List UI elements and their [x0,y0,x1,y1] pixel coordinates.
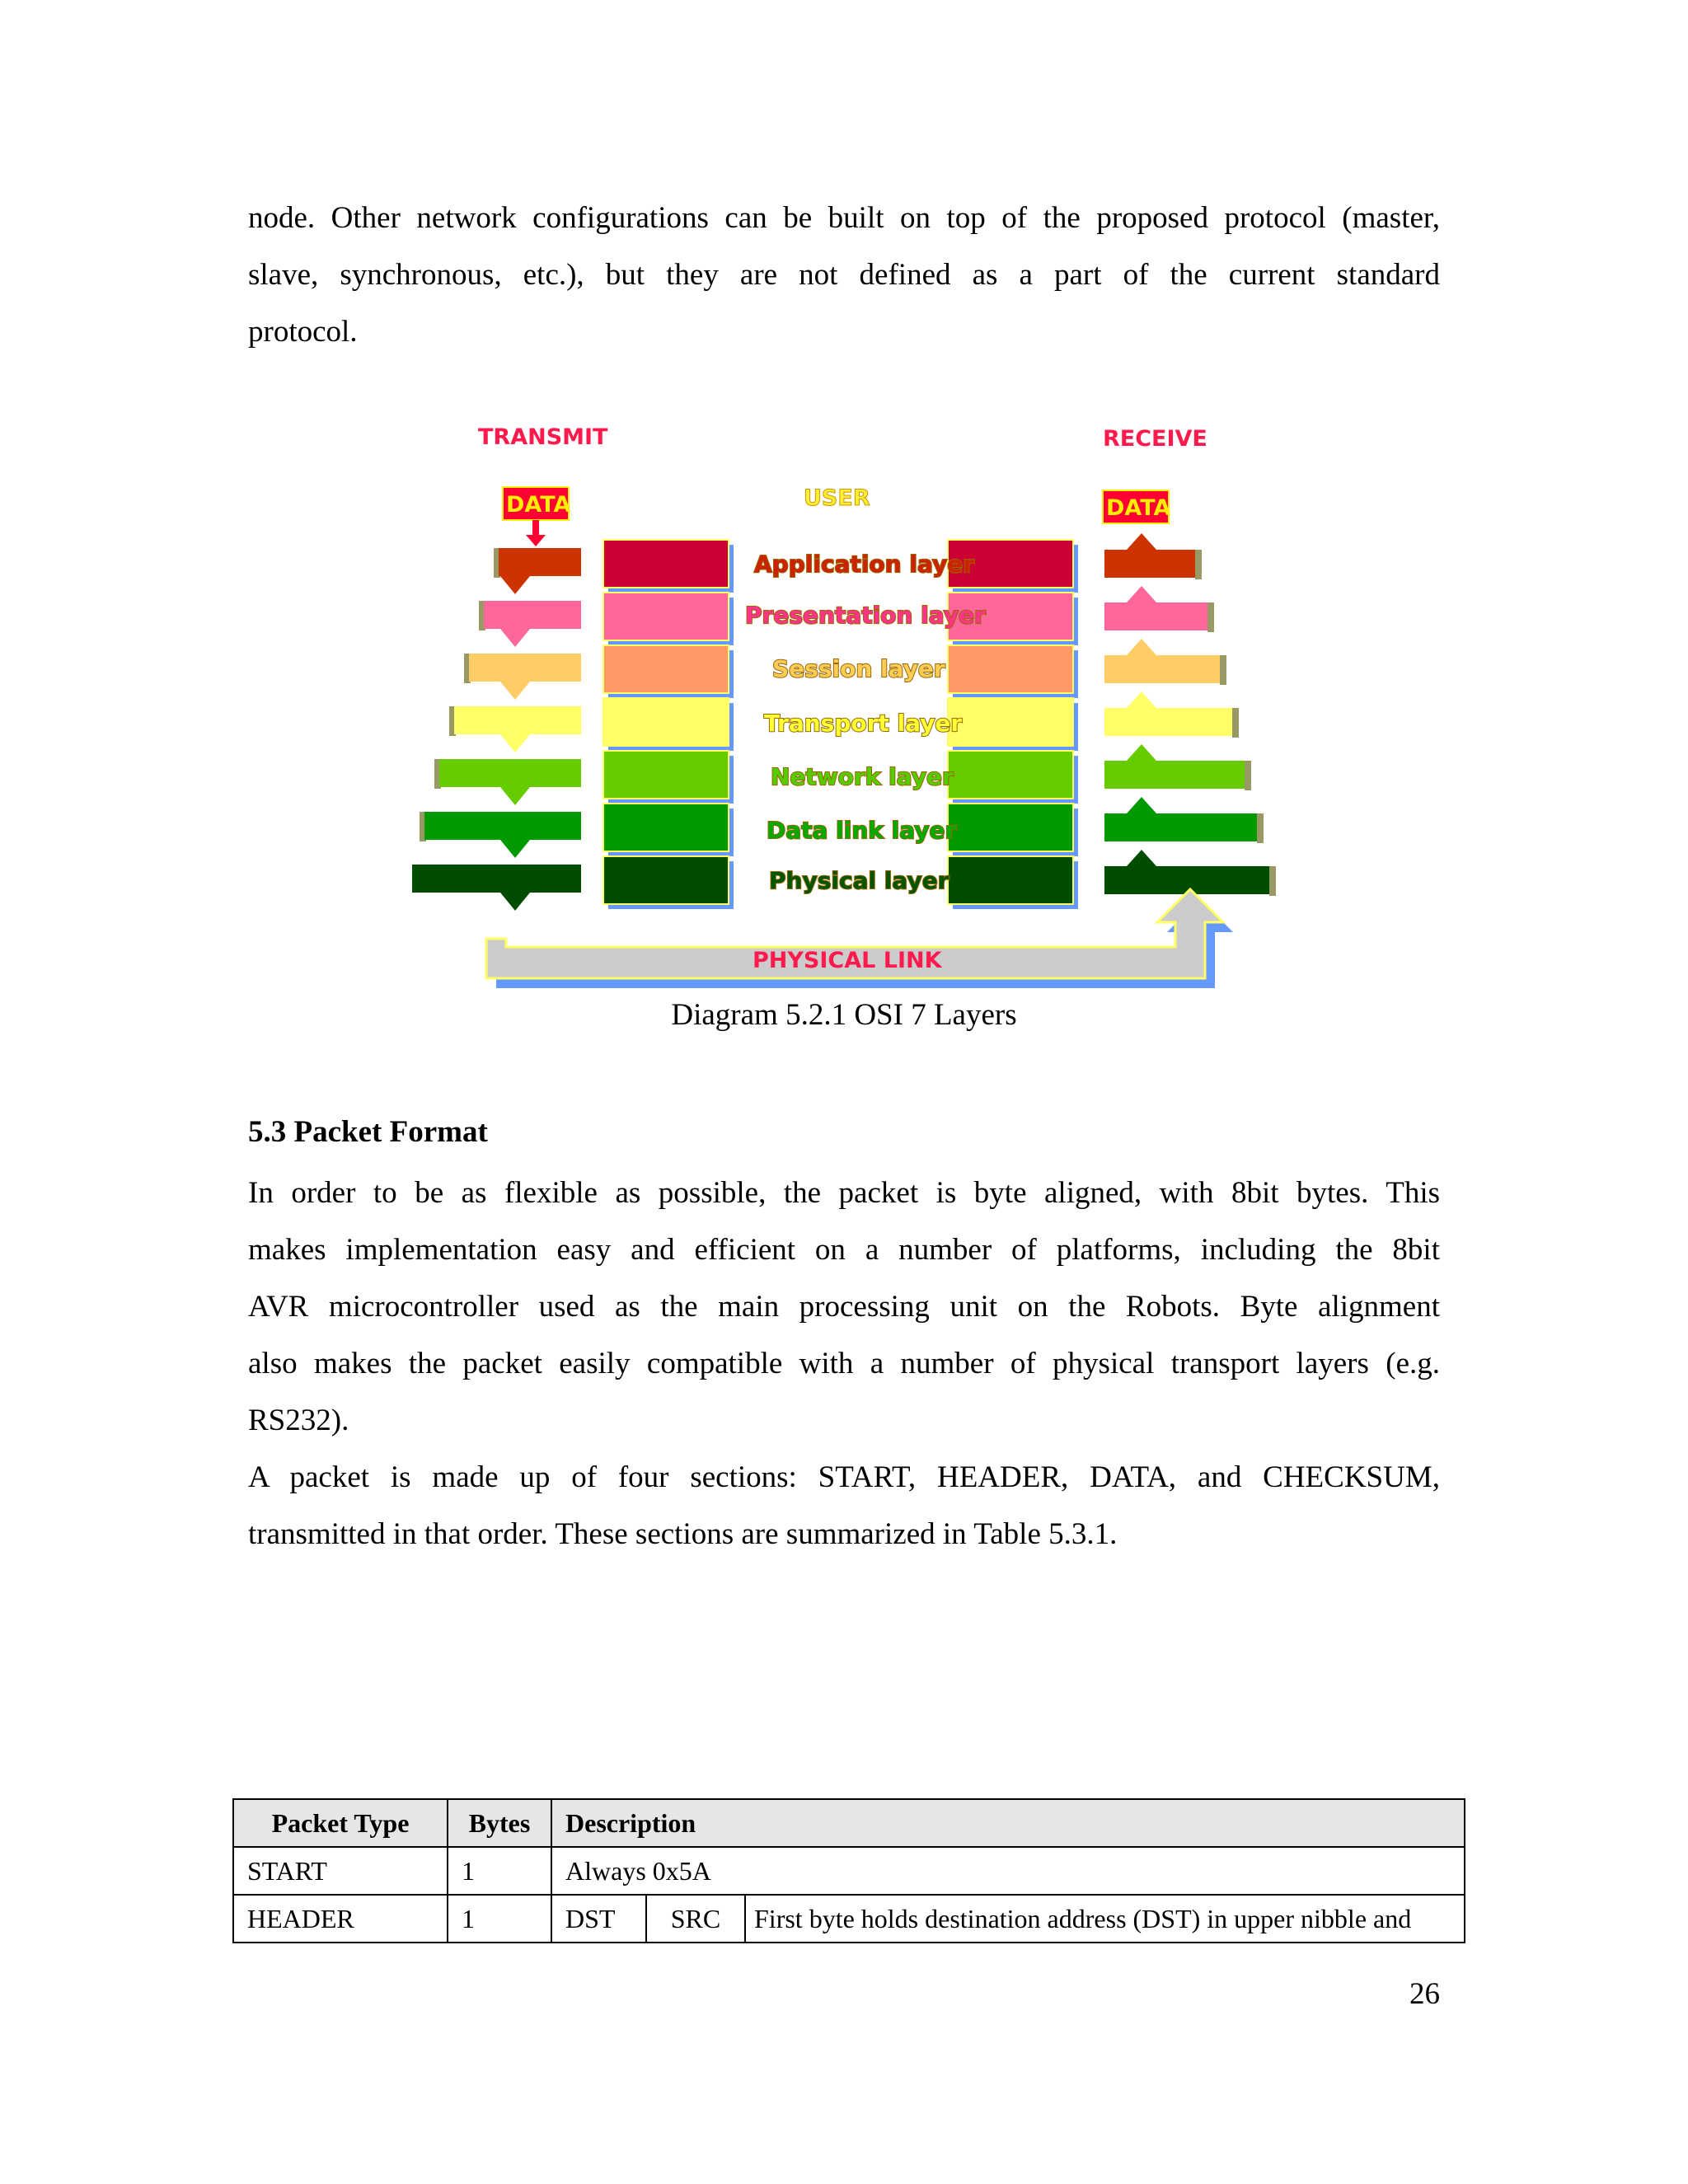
arrow-shadow [1245,761,1251,790]
transmit-label: TRANSMIT [478,424,608,450]
page-number: 26 [1409,1977,1440,2011]
receive-arrow-network-layer [1104,761,1245,789]
layer-block-presentation-layer [603,593,729,640]
arrow-head-down [500,682,530,700]
transmit-arrow-physical-layer [412,865,581,893]
transmit-arrow-data-link-layer [424,812,581,840]
arrow-shadow [1207,602,1214,632]
transmit-arrow-session-layer [469,654,581,682]
receive-layer-stack [948,540,1078,909]
column-header-packet-type: Packet Type [233,1799,448,1847]
osi-diagram [412,416,1286,993]
figure-caption: Diagram 5.2.1 OSI 7 Layers [671,998,1017,1032]
column-header-description: Description [551,1799,1465,1847]
arrow-head-up [1127,744,1156,761]
table-row [233,1895,1465,1943]
cell-dst: DST [551,1895,646,1943]
layer-label-presentation: Presentation layer [745,602,986,629]
arrow-head-up [1127,639,1156,655]
cell-packet-type: START [233,1847,448,1895]
arrow-shadow [1232,708,1239,738]
layer-label-physical: Physical layer [769,867,950,894]
layer-block-session-layer [948,645,1073,693]
receive-arrow-session-layer [1104,655,1220,683]
arrow-head-down [500,629,530,647]
physical-link-arrow [486,889,1233,988]
layer-block-physical-layer [603,856,729,904]
layer-block-physical-layer [948,856,1073,904]
arrow-head-up [1127,586,1156,602]
table-header-row [233,1799,1465,1847]
text-line: slave, synchronous, etc.), but they are not defined as a part of the current standard [248,258,1440,292]
cell-description: First byte holds destination address (DST) in upper nibble and [745,1895,1465,1943]
cell-bytes: 1 [448,1847,551,1895]
receive-arrow-physical-layer [1104,866,1269,894]
text-line: A packet is made up of four sections: START, HEADER, DATA, and CHECKSUM, [248,1460,1440,1494]
data-box-right [1103,490,1171,523]
data-box-left [503,487,571,546]
arrow-head-down [500,734,530,752]
transmit-arrow-application-layer [499,548,581,576]
packet-format-table [232,1798,1465,1943]
text-line: makes implementation easy and efficient on a number of platforms, including the 8bit [248,1233,1440,1267]
text-line: In order to be as flexible as possible, the packet is byte aligned, with 8bit bytes. This [248,1176,1440,1210]
receive-arrow-presentation-layer [1104,602,1207,630]
arrow-shadow [1220,655,1226,685]
layer-label-data-link: Data link layer [767,817,957,844]
text-line: node. Other network configurations can be built on top of the proposed protocol (master, [248,201,1440,235]
cell-packet-type: HEADER [233,1895,448,1943]
transmit-arrow-network-layer [439,759,581,787]
section-paragraph-2 [248,1449,1440,1563]
section-heading: 5.3 Packet Format [248,1115,488,1149]
arrow-head-down [500,840,530,858]
layer-block-transport-layer [948,698,1073,746]
arrow-head-up [1127,797,1156,813]
text-line: also makes the packet easily compatible with a number of physical transport layers (e.g. [248,1347,1440,1380]
receive-label: RECEIVE [1103,426,1207,452]
layer-label-network: Network layer [771,763,954,790]
layer-label-transport: Transport layer [764,710,963,737]
arrow-shadow [1257,813,1264,843]
layer-block-network-layer [603,751,729,799]
text-line: transmitted in that order. These sections are summarized in Table 5.3.1. [248,1517,1118,1551]
arrow-head-up [1127,533,1156,550]
transmit-arrow-presentation-layer [484,601,581,629]
transmit-arrow-transport-layer [454,706,581,734]
receive-arrow-transport-layer [1104,708,1232,736]
cell-bytes: 1 [448,1895,551,1943]
layer-block-network-layer [948,751,1073,799]
intro-paragraph [248,190,1440,360]
text-line: protocol. [248,315,358,349]
receive-arrow-data-link-layer [1104,813,1257,841]
cell-description: Always 0x5A [551,1847,1465,1895]
arrow-head-up [1127,850,1156,866]
receive-arrow-application-layer [1104,550,1195,578]
layer-label-application: Application layer [754,551,975,578]
text-line: RS232). [248,1404,349,1437]
data-right-label: DATA [1106,495,1171,521]
table-row [233,1847,1465,1895]
layer-label-session: Session layer [772,655,945,682]
arrow-head-down [500,787,530,805]
layer-block-data-link-layer [603,804,729,851]
transmit-layer-stack [603,540,734,909]
section-paragraph-1 [248,1165,1440,1449]
arrow-head-up [1127,691,1156,708]
user-label: USER [804,485,870,511]
cell-src: SRC [646,1895,745,1943]
arrow-shadow [1195,550,1202,579]
layer-block-session-layer [603,645,729,693]
arrow-shadow [1269,866,1276,896]
data-left-label: DATA [506,492,571,518]
arrow-head-down [500,893,530,911]
transmit-arrows [412,548,581,911]
text-line: AVR microcontroller used as the main processing unit on the Robots. Byte alignment [248,1290,1440,1324]
layer-block-transport-layer [603,698,729,746]
column-header-bytes: Bytes [448,1799,551,1847]
layer-block-application-layer [603,540,729,588]
physical-link-label: PHYSICAL LINK [753,948,942,973]
receive-arrows [1104,533,1276,896]
arrow-head-down [500,576,530,594]
layer-block-data-link-layer [948,804,1073,851]
